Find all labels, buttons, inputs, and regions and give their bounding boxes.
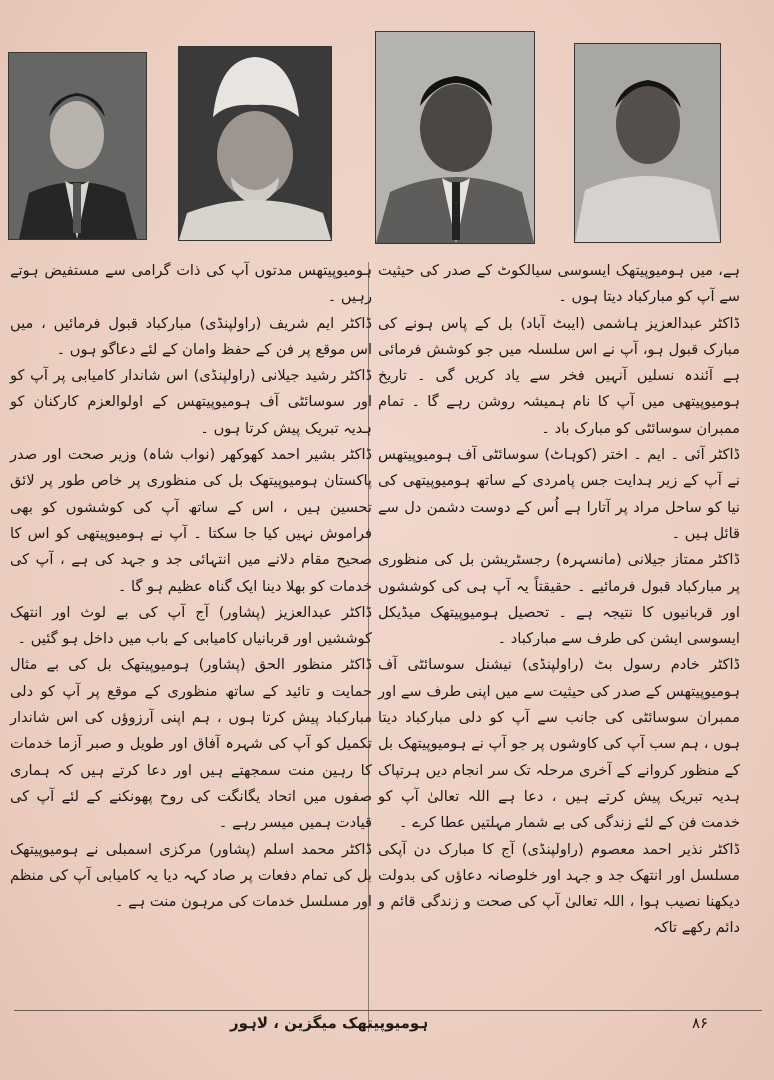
paragraph: ہے، میں ہومیوپیتھک ایسوسی سیالکوٹ کے صدر کی حیثیت سے آپ کو مبارکباد دیتا ہوں ۔	[378, 262, 740, 306]
paragraph: ڈاکٹر عبدالعزیز ہاشمی (ایبٹ آباد) بل کے پاس ہونے کی مبارک قبول ہو، آپ نے اس سلسلہ میں جو کوشش فرمائی ہے آئندہ نسلیں آنہیں فخر سے یاد کریں گی ۔ تاریخ ہومیوپیتھی میں آپ کا نام ہمیشہ روشن رہے گا ۔ تمام ممبران سوسائٹی کو مبارک باد ۔	[378, 314, 740, 437]
portrait-photo-3	[375, 31, 535, 244]
paragraph: ڈاکٹر بشیر احمد کھوکھر (نواب شاہ) وزیر صحت اور صدر پاکستان ہومیوپیتھک بل کی منظوری پر خاص طور پر لائق تحسین ہیں ، اس کے ساتھ آپ کی کوششوں کو بھی فراموش نہیں کیا جا سکتا ۔ آپ نے ہومیوپیتھی کو اس کا صحیح مقام دلانے میں انتہائی جد و جہد کی ہے ، آپ کی خدمات کو بھلا دینا ایک گناہ عظیم ہو گا ۔	[10, 446, 372, 595]
paragraph: ڈاکٹر نذیر احمد معصوم (راولپنڈی) آج کا مبارک دن آپکی مسلسل اور انتھک جد و جہد اور خلوصانہ دعاؤں کی بدولت دیکھنا نصیب ہوا ، اللہ تعالیٰ آپ کی صحت و زندگی قائم و دائم رکھے تاکہ	[378, 840, 740, 937]
footer-magazine-title: ہومیوپیتھک میگزین ، لاہور	[230, 1014, 429, 1032]
paragraph: ڈاکٹر آئی ۔ ایم ۔ اختر (کوہاٹ) سوسائٹی آف ہومیوپیتھس نے آپ کے زیر ہدایت جس پامردی کے ساتھ ہومیوپیتھی کی نیا کو ساحل مراد پر آتارا ہے اُس کے دوست دشمن دل سے قائل ہیں ۔	[378, 446, 740, 542]
article-column-right	[378, 258, 740, 942]
portrait-photo-4	[574, 43, 721, 243]
paragraph: ڈاکٹر منظور الحق (پشاور) ہومیوپیتھک بل کی بے مثال حمایت و تائید کے ساتھ منظوری کے موقع پر آپ کو دلی مبارکباد پیش کرتا ہوں ، ہم اپنی آرزوؤں کی اس شاندار تکمیل کو آپ کی شہرہ آفاق اور طویل و صبر آزما خدمات کا رہین منت سمجھتے ہیں اور دعا کرتے ہیں کہ ہماری صفوں میں اتحاد یگانگت کی روح پھونکنے کے لئے آپ کی قیادت ہمیں میسر رہے ۔	[10, 656, 372, 832]
paragraph: ڈاکٹر عبدالعزیز (پشاور) آج آپ کی بے لوث اور انتھک کوششیں اور قربانیاں کامیابی کے باب میں داخل ہو گئیں ۔	[10, 603, 372, 648]
footer-rule	[14, 1010, 762, 1011]
portrait-photo-1	[8, 52, 147, 240]
paragraph: ڈاکٹر رشید جیلانی (راولپنڈی) اس شاندار کامیابی پر آپ کو اور سوسائٹی آف ہومیوپیتھس کے اولوالعزم کارکنان کو ہدیہ تبریک پیش کرتا ہوں ۔	[10, 367, 372, 437]
page-number: ۸۶	[692, 1014, 709, 1032]
paragraph: ہومیوپیتھس مدتوں آپ کی ذات گرامی سے مستفیض ہوتے رہیں ۔	[10, 262, 372, 306]
paragraph: ڈاکٹر محمد اسلم (پشاور) مرکزی اسمبلی نے ہومیوپیتھک بل کی تمام دفعات پر صاد کہہ دیا یہ کامیابی آپ کی منظم اور مسلسل خدمات کی مرہون منت ہے ۔	[10, 840, 372, 911]
portrait-photo-2	[178, 46, 332, 241]
paragraph: ڈاکٹر ممتاز جیلانی (مانسہرہ) رجسٹریشن بل کی منظوری پر مبارکباد قبول فرمائیے ۔ حقیقتاً یہ آپ ہی کی کوششوں اور قربانیوں کا نتیجہ ہے ۔ تحصیل ہومیوپیتھک میڈیکل ایسوسی ایشن کی طرف سے مبارکباد ۔	[378, 551, 740, 648]
paragraph: ڈاکٹر ایم شریف (راولپنڈی) مبارکباد قبول فرمائیں ، میں اس موقع پر فن کے حفظ وامان کے لئے دعاگو ہوں ۔	[10, 314, 372, 358]
article-column-left	[10, 258, 372, 915]
paragraph: ڈاکٹر خادم رسول بٹ (راولپنڈی) نیشنل سوسائٹی آف ہومیوپیتھس کے صدر کی حیثیت سے میں اپنی طرف سے اور ممبران سوسائٹی کی جانب سے آپ کو دلی مبارکباد دیتا ہوں ، ہم سب آپ کی کاوشوں پر جو آپ نے ہومیوپیتھک بل کے منظور کروانے کے آخری مرحلہ تک سر انجام دیں ہرتپاک ہدیہ تبریک پیش کرتے ہیں ، دعا ہے اللہ تعالیٰ آپ کو خدمت فن کے لئے زندگی کی بے شمار مہلتیں عطا کرے ۔	[378, 656, 740, 832]
